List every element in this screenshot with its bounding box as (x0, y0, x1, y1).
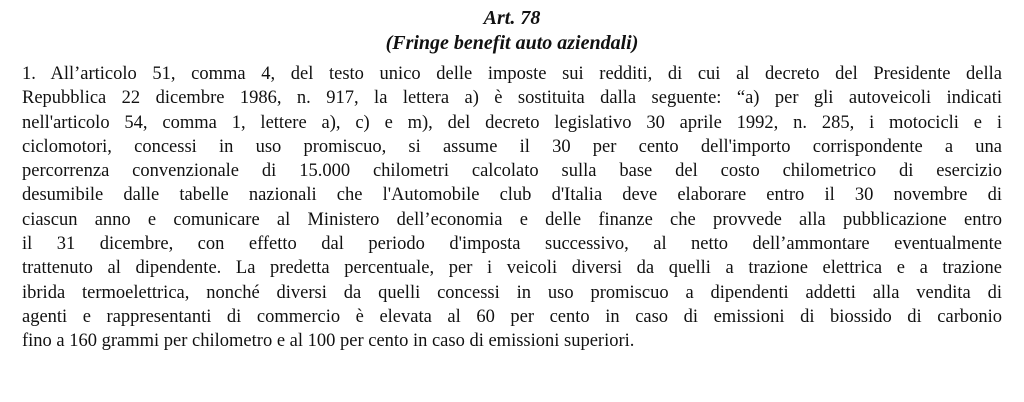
paragraph-line: il 31 dicembre, con effetto dal periodo d'imposta successivo, al netto dell’ammontare eventualmente (22, 234, 1002, 255)
paragraph-line: agenti e rappresentanti di commercio è elevata al 60 per cento in caso di emissioni di biossido di carbonio (22, 306, 1002, 327)
article-title: Art. 78 (483, 7, 541, 29)
paragraph-line: fino a 160 grammi per chilometro e al 100 per cento in caso di emissioni superiori. (22, 331, 635, 352)
paragraph-line: percorrenza convenzionale di 15.000 chilometri calcolato sulla base del costo chilometrico di esercizio (22, 161, 1002, 182)
paragraph-line: trattenuto al dipendente. La predetta percentuale, per i veicoli diversi da quelli a trazione elettrica e a trazione (22, 258, 1002, 279)
paragraph-line: ciclomotori, concessi in uso promiscuo, si assume il 30 per cento dell'importo corrispondente a una (22, 136, 1002, 157)
document-page (22, 6, 1002, 354)
paragraph-line: ibrida termoelettrica, nonché diversi da quelli concessi in uso promiscuo a dipendenti addetti alla vendita di (22, 282, 1002, 303)
paragraph-line: ciascun anno e comunicare al Ministero dell’economia e delle finanze che provvede alla pubblicazione entro (22, 209, 1002, 230)
paragraph-line: desumibile dalle tabelle nazionali che l'Automobile club d'Italia deve elaborare entro il 30 novembre di (22, 185, 1002, 206)
paragraph-line: Repubblica 22 dicembre 1986, n. 917, la lettera a) è sostituita dalla seguente: “a) per gli autoveicoli indicati (22, 88, 1002, 109)
article-subtitle: (Fringe benefit auto aziendali) (385, 32, 639, 54)
paragraph-line: nell'articolo 54, comma 1, lettere a), c) e m), del decreto legislativo 30 aprile 1992, n. 285, i motocicli e i (22, 112, 1002, 133)
paragraph-line: 1. All’articolo 51, comma 4, del testo unico delle imposte sui redditi, di cui al decreto del Presidente della (22, 64, 1002, 84)
article-paragraph (22, 62, 1002, 354)
